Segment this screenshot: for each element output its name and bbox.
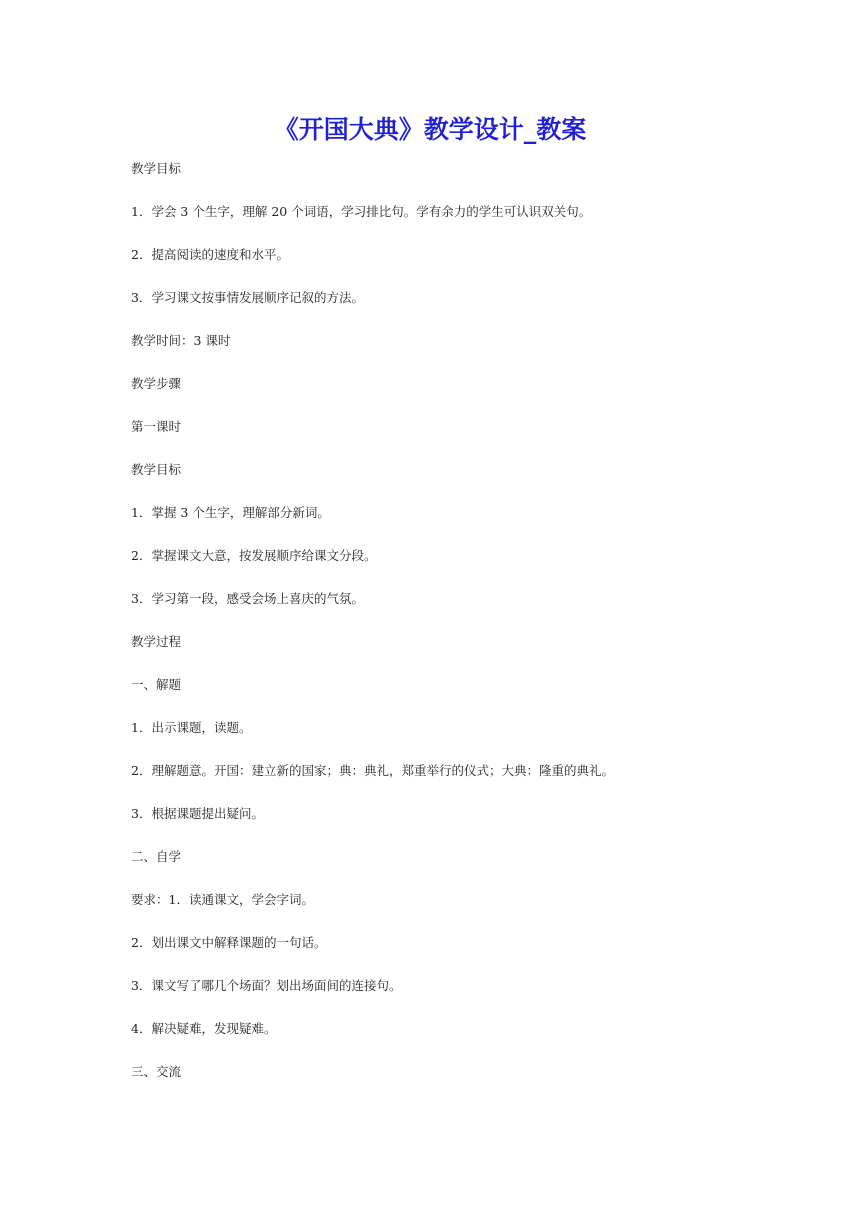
paragraph-teaching-process-heading: 教学过程	[131, 634, 182, 649]
paragraph-lesson-goal-1: 1．掌握 3 个生字，理解部分新词。	[131, 505, 330, 520]
paragraph-section-1-step-1: 1．出示课题，读题。	[131, 720, 252, 735]
paragraph-section-2-step-4: 4．解决疑难，发现疑难。	[131, 1021, 277, 1036]
paragraph-goal-1: 1．学会 3 个生字，理解 20 个词语，学习排比句。学有余力的学生可认识双关句。	[131, 204, 592, 219]
paragraph-section-3-heading: 三、交流	[131, 1064, 182, 1079]
paragraph-lesson-goal-2: 2．掌握课文大意，按发展顺序给课文分段。	[131, 548, 377, 563]
paragraph-section-1-step-2: 2．理解题意。开国：建立新的国家；典：典礼，郑重举行的仪式；大典：隆重的典礼。	[131, 763, 614, 778]
paragraph-teaching-steps-heading: 教学步骤	[131, 376, 182, 391]
paragraph-goal-3: 3．学习课文按事情发展顺序记叙的方法。	[131, 290, 364, 305]
paragraph-section-2-step-1: 要求：1．读通课文，学会字词。	[131, 892, 314, 907]
paragraph-lesson-goal-3: 3．学习第一段，感受会场上喜庆的气氛。	[131, 591, 364, 606]
paragraph-section-2-heading: 二、自学	[131, 849, 182, 864]
paragraph-lesson-goals-heading: 教学目标	[131, 462, 182, 477]
paragraph-teaching-goals-heading: 教学目标	[131, 161, 182, 176]
paragraph-first-lesson-heading: 第一课时	[131, 419, 182, 434]
document-title: 《开国大典》教学设计_教案	[273, 115, 587, 144]
paragraph-section-1-heading: 一、解题	[131, 677, 182, 692]
paragraph-section-2-step-3: 3．课文写了哪几个场面？划出场面间的连接句。	[131, 978, 402, 993]
document-body	[131, 156, 771, 1102]
paragraph-teaching-time: 教学时间：3 课时	[131, 333, 231, 348]
paragraph-goal-2: 2．提高阅读的速度和水平。	[131, 247, 289, 262]
paragraph-section-2-step-2: 2．划出课文中解释课题的一句话。	[131, 935, 327, 950]
paragraph-section-1-step-3: 3．根据课题提出疑问。	[131, 806, 264, 821]
